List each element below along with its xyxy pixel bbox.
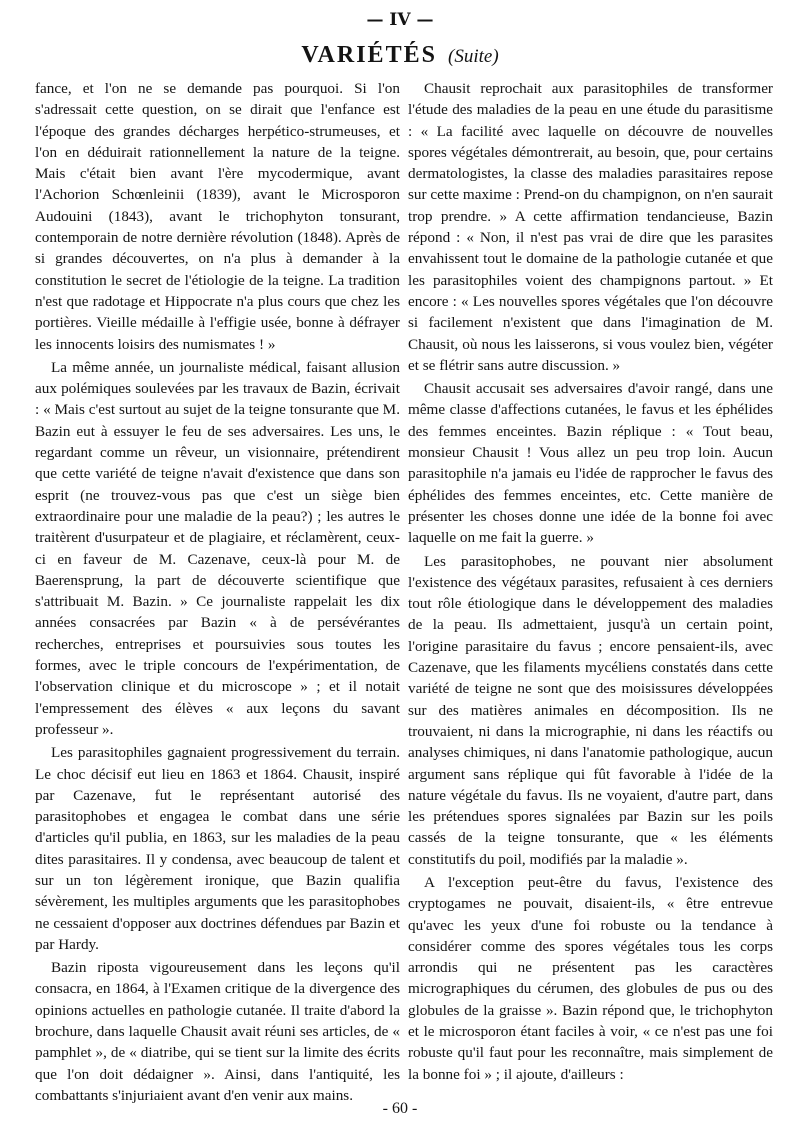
left-column (35, 78, 400, 1108)
section-title-subtitle: (Suite) (448, 46, 499, 67)
left-paragraph-1: fance, et l'on ne se demande pas pourquoi. Si l'on s'adressait cette question, on se dirait que l'enfance est l'époque des grandes décharges herpético-strumeuses, et l'on en déduirait rationnellement la nature de la teigne. Mais c'était bien avant l'ère mycodermique, avant l'Achorion Schœnleinii (1839), avant le Microsporon Audouini (1843), avant le trichophyton tonsurant, contemporain de notre dernière révolution (1848). Après de si grandes découvertes, on n'a plus à demander à la constitution le secret de l'étiologie de la teigne. La tradition n'est que radotage et Hippocrate n'a plus cours que chez les portières. Vieille médaille à l'effigie usée, bonne à défrayer les innocents loisirs des numismates ! » (35, 80, 400, 353)
page-number: — IV — (366, 10, 434, 30)
right-column (408, 78, 773, 1087)
right-paragraph-3: Les parasitophobes, ne pouvant nier absolument l'existence des végétaux parasites, refusaient à ces derniers tout rôle étiologique dans le développement des maladies de la peau. Ils admettaient, jusqu'à un certain point, l'origine parasitaire du favus ; encore pensaient-ils, avec Cazenave, que les filaments mycéliens constatés dans cette variété de teigne ne sont que des moisissures développées sur des matières animales en décomposition. Ils ne trouvaient, ni dans la micrographie, ni dans les réactifs ou analyses chimiques, ni dans l'anatomie pathologique, aucun argument sans réplique qui fût favorable à l'idée de la nature végétale du favus. Ils ne voyaient, d'autre part, dans les prétendues spores signalées par Bazin sur les poils cassés de la teigne tonsurante, que « les éléments constitutifs du poil, modifiés par la maladie ». (408, 552, 773, 868)
section-title (0, 42, 800, 69)
right-paragraph-1: Chausit reprochait aux parasitophiles de transformer l'étude des maladies de la peau en une étude du parasitisme : « La facilité avec laquelle on découvre de nouvelles spores végétales démontrerait, au besoin, que, pour certains dermatologistes, la classe des maladies parasitaires repose sur cette maxime : Prend-on du champignon, on n'en saurait trop prendre. » A cette affirmation tendancieuse, Bazin répond : « Non, il n'est pas vrai de dire que les parasites envahissent tout le domaine de la pathologie cutanée et que les parasitophiles voient des champignons partout. » Et encore : « Les nouvelles spores végétales que l'on découvre si facilement n'existent que dans l'imagination de M. Chausit, où nous les laisserons, si vous voulez bien, végéter et se flétrir sans autre discussion. » (408, 80, 773, 374)
left-paragraph-4: Bazin riposta vigoureusement dans les leçons qu'il consacra, en 1864, à l'Examen critique de la divergence des opinions actuelles en pathologie cutanée. Il traite d'abord la brochure, dans laquelle Chausit avait réuni ses articles, de « pamphlet », de « diatribe, qui se tient sur la limite des écrits que l'on doit dédaigner ». Ainsi, dans l'antiquité, les combattants s'injuriaient avant d'en venir aux mains. (35, 959, 400, 1104)
folio: - 60 - (382, 1100, 418, 1117)
section-title-main: VARIÉTÉS (301, 42, 437, 68)
right-paragraph-2: Chausit accusait ses adversaires d'avoir rangé, dans une même classe d'affections cutanées, le favus et les éphélides des femmes enceintes. Bazin réplique : « Tout beau, monsieur Chausit ! Vous allez un peu trop loin. Aucun parasitophile n'a jamais eu l'idée de rapprocher le favus des éphélides des femmes enceintes, etc. Cette manière de présenter les choses donne une idée de la bonne foi avec laquelle on me fait la guerre. » (408, 380, 773, 547)
right-paragraph-4: A l'exception peut-être du favus, l'existence des cryptogames ne pouvait, disaient-ils, « être entrevue qu'avec les yeux d'une foi robuste ou la tendance à considérer comme des spores végétales tous les corps arrondis qui ne présentent pas les caractères micrographiques du cérumen, des globules de pus ou des globules de la graisse ». Bazin répond que, le trichophyton et le microsporon étant faciles à voir, « ce n'est pas une foi robuste qu'il faut pour les reconnaître, mais simplement de la bonne foi » ; il ajoute, d'ailleurs : (408, 873, 773, 1083)
left-paragraph-3: Les parasitophiles gagnaient progressivement du terrain. Le choc décisif eut lieu en 1863 et 1864. Chausit, inspiré par Cazenave, fut le représentant autorisé des parasitophobes et engagea le combat dans une série d'articles qu'il publia, en 1863, sur les maladies de la peau dites parasitaires. Il y condensa, avec beaucoup de talent et sur un ton légèrement ironique, que Bazin qualifia sévèrement, les multiples arguments que les parasitophobes ne cessaient d'opposer aux doctrines défendues par Bazin et par Hardy. (35, 744, 400, 953)
left-paragraph-2: La même année, un journaliste médical, faisant allusion aux polémiques soulevées par les travaux de Bazin, écrivait : « Mais c'est surtout au sujet de la teigne tonsurante que M. Bazin eut à essuyer le feu de ses adversaires. Les uns, le regardant comme un rêveur, un visionnaire, prétendirent que cette variété de teigne n'avait d'existence que dans son esprit (ne trouvez-vous pas que c'est un siège bien extraordinaire pour une maladie de la peau?) ; les autres le traitèrent d'usurpateur et de plagiaire, et réclamèrent, ceux-ci en faveur de M. Cazenave, ceux-là pour M. de Baerensprung, la part de découverte scientifique que s'attribuait M. Bazin. » Ce journaliste rappelait les dix années consacrées par Bazin « à de persévérantes recherches, entreprises et poursuivies sous toutes les formes, avec le triple concours de l'expérimentation, de l'observation clinique et du microscope » ; et il notait l'empressement des élèves « aux leçons du savant professeur ». (35, 358, 400, 738)
